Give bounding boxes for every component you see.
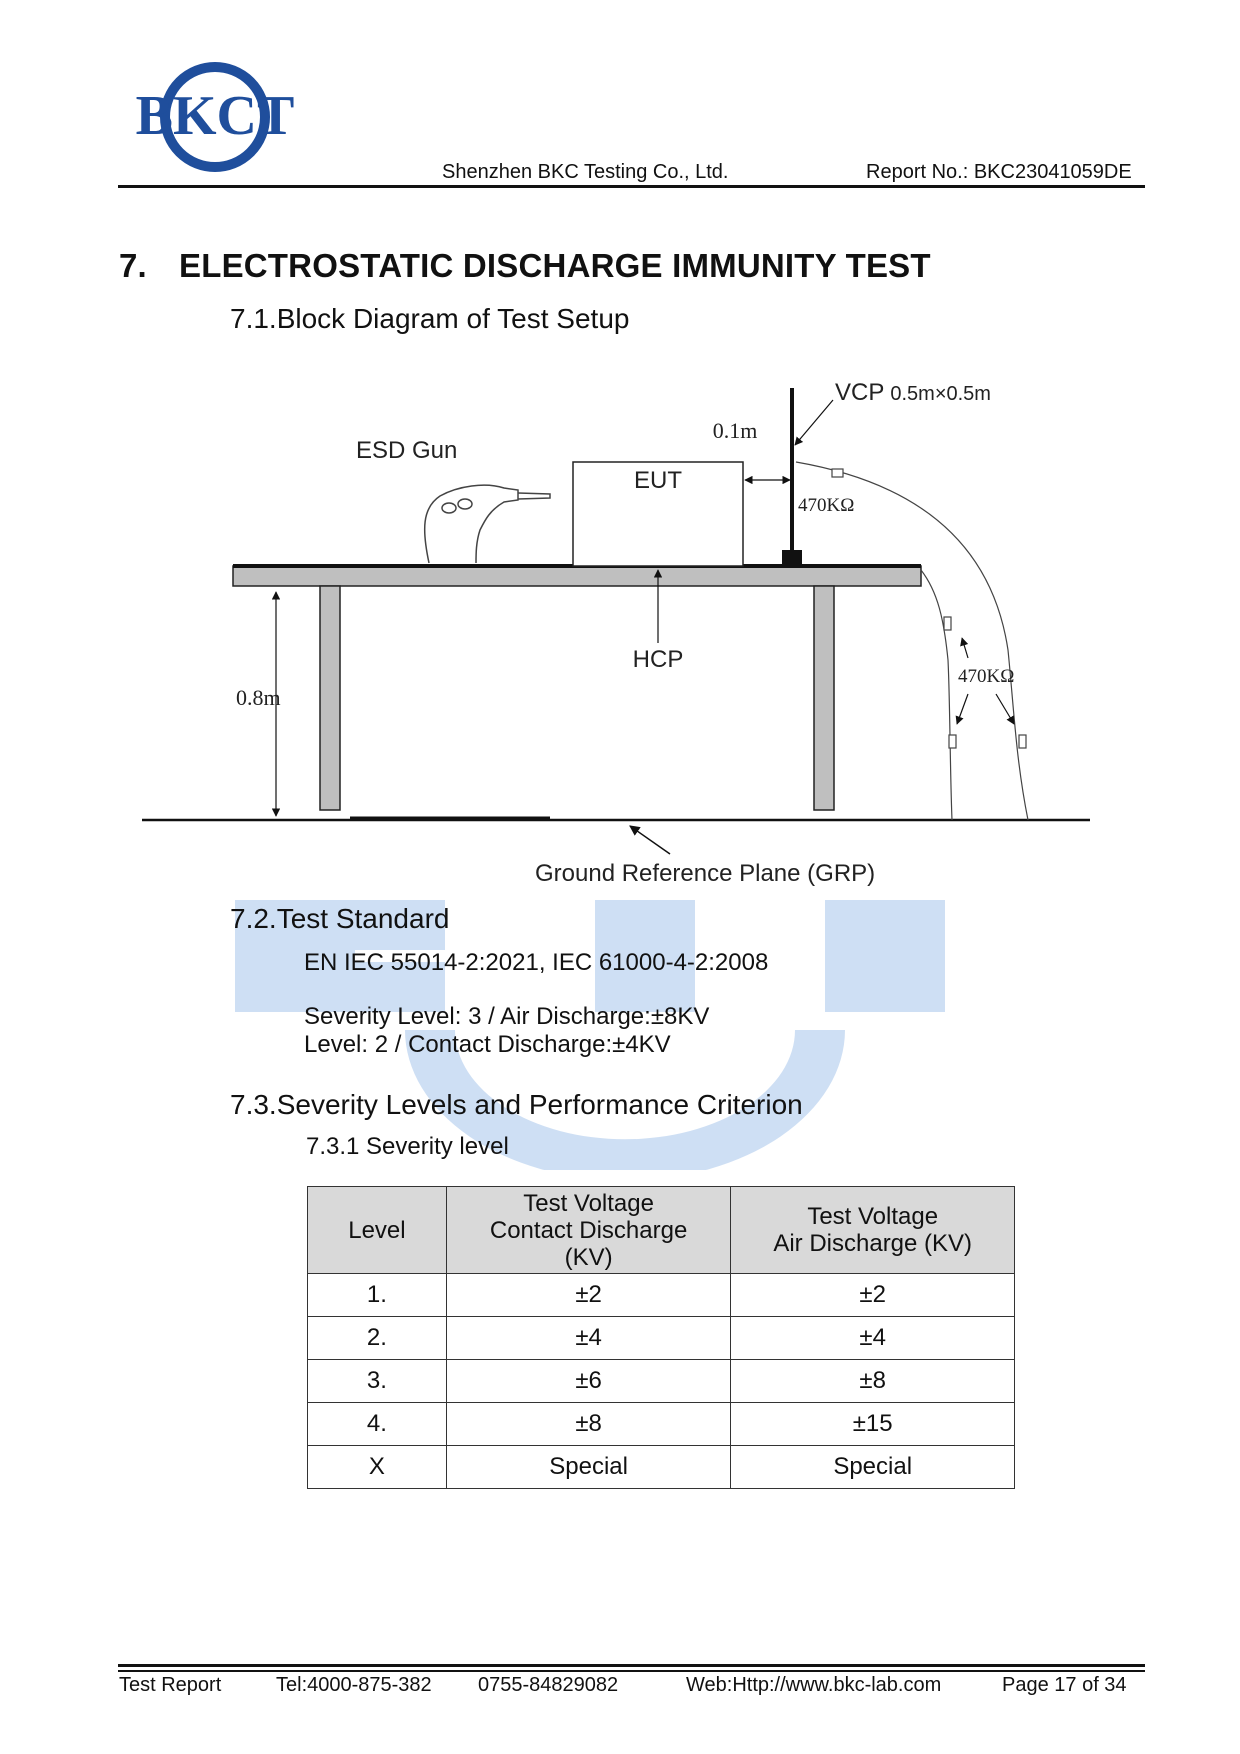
test-standards: EN IEC 55014-2:2021, IEC 61000-4-2:2008 xyxy=(304,949,769,976)
height-label: 0.8m xyxy=(236,685,281,710)
header-air: Test Voltage Air Discharge (KV) xyxy=(731,1187,1015,1274)
table-row: X Special Special xyxy=(308,1446,1015,1489)
vcp-base xyxy=(782,550,802,567)
severity-line-1: Severity Level: 3 / Air Discharge:±8KV xyxy=(304,1003,710,1030)
resistor-side-2 xyxy=(949,735,956,748)
footer-phone: 0755-84829082 xyxy=(478,1674,619,1696)
severity-line-2: Level: 2 / Contact Discharge:±4KV xyxy=(304,1031,671,1058)
severity-table xyxy=(307,1186,1015,1489)
eut-label: EUT xyxy=(634,467,682,494)
table-leg-right xyxy=(814,586,834,810)
report-number: Report No.: BKC23041059DE xyxy=(866,161,1132,183)
footer-tel: Tel:4000-875-382 xyxy=(276,1674,432,1696)
table-row: 2. ±4 ±4 xyxy=(308,1317,1015,1360)
section-title xyxy=(119,247,931,285)
bkct-logo xyxy=(125,62,305,172)
section-title-text: ELECTROSTATIC DISCHARGE IMMUNITY TEST xyxy=(179,247,931,284)
header-rule xyxy=(118,185,1145,188)
resistor-top xyxy=(832,469,843,477)
table-row: 4. ±8 ±15 xyxy=(308,1403,1015,1446)
footer-rule xyxy=(118,1664,1145,1667)
company-name: Shenzhen BKC Testing Co., Ltd. xyxy=(442,161,729,183)
subsection-7-2-title: 7.2.Test Standard xyxy=(230,903,450,934)
resistor-side-3 xyxy=(1019,735,1026,748)
subsection-7-1-title: 7.1.Block Diagram of Test Setup xyxy=(230,303,630,334)
esd-gun-label: ESD Gun xyxy=(356,437,458,464)
grp-label: Ground Reference Plane (GRP) xyxy=(535,860,876,887)
footer-web: Web:Http://www.bkc-lab.com xyxy=(686,1674,942,1696)
table-top xyxy=(233,566,921,586)
header-level: Level xyxy=(308,1187,447,1274)
table-row: 3. ±6 ±8 xyxy=(308,1360,1015,1403)
resistor-top-label: 470KΩ xyxy=(798,495,855,516)
table-row: 1. ±2 ±2 xyxy=(308,1274,1015,1317)
header-contact: Test Voltage Contact Discharge (KV) xyxy=(446,1187,731,1274)
logo-text: BKCT xyxy=(135,85,295,147)
table-header-row xyxy=(308,1187,1015,1274)
footer-page-number: Page 17 of 34 xyxy=(1002,1674,1127,1696)
table-leg-left xyxy=(320,586,340,810)
section-number: 7. xyxy=(119,247,147,284)
footer-doc-type: Test Report xyxy=(119,1674,222,1696)
hcp-label: HCP xyxy=(632,646,684,673)
subsection-7-3-1-title: 7.3.1 Severity level xyxy=(306,1133,509,1160)
footer-rule-thin xyxy=(118,1670,1145,1672)
resistor-side-1 xyxy=(944,617,951,630)
subsection-7-3-title: 7.3.Severity Levels and Performance Criterion xyxy=(230,1089,803,1120)
distance-label: 0.1m xyxy=(712,418,758,443)
vcp-label: VCP 0.5m×0.5m xyxy=(835,379,991,406)
block-diagram xyxy=(140,370,1110,910)
esd-gun-icon xyxy=(425,485,550,563)
resistor-side-label: 470KΩ xyxy=(958,666,1015,687)
